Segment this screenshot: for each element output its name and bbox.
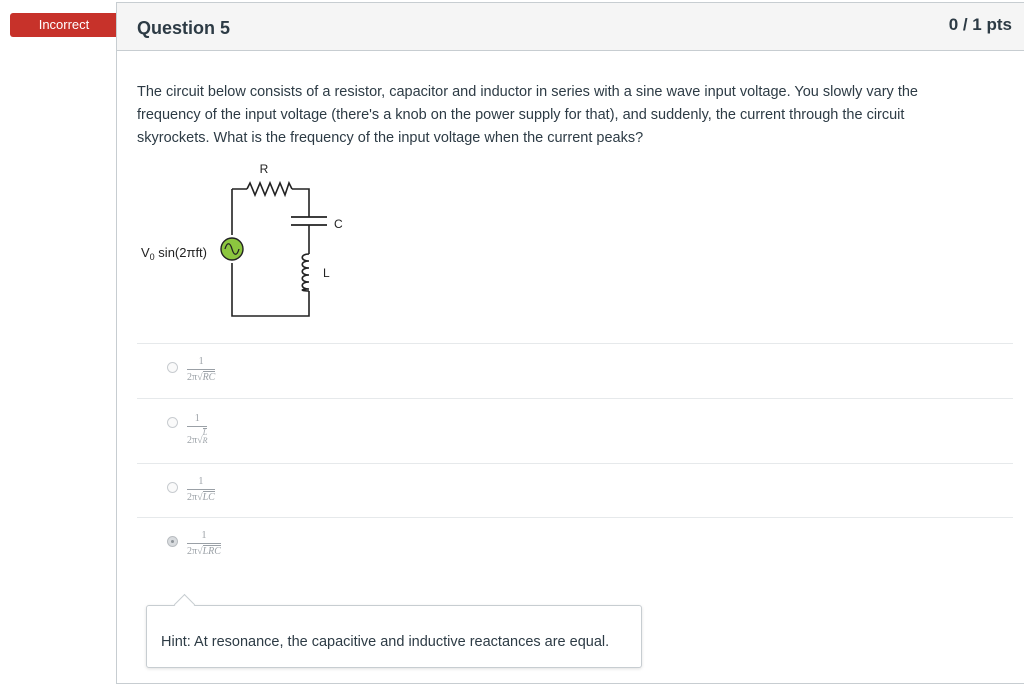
resistor-symbol bbox=[247, 183, 292, 195]
inductor-label: L bbox=[323, 266, 330, 280]
question-points: 0 / 1 pts bbox=[948, 15, 1012, 34]
status-badge: Incorrect bbox=[10, 13, 130, 37]
answer-formula: 1 2π√LRC bbox=[187, 530, 221, 557]
capacitor-label: C bbox=[334, 217, 343, 231]
question-header bbox=[117, 3, 1024, 51]
answer-radio[interactable] bbox=[167, 417, 178, 428]
question-title: Question 5 bbox=[137, 18, 231, 38]
answer-radio-selected[interactable] bbox=[167, 536, 178, 547]
hint-text: Hint: At resonance, the capacitive and inductive reactances are equal. bbox=[161, 634, 610, 650]
answer-radio[interactable] bbox=[167, 482, 178, 493]
answer-formula: $\frac{1}{2\pi√RC}$ bbox=[187, 356, 216, 383]
answer-option[interactable] bbox=[137, 398, 1013, 453]
answer-formula: $\frac{1}{2\pi√LC}$ bbox=[187, 476, 215, 503]
hint-box bbox=[146, 605, 642, 668]
answer-option[interactable] bbox=[137, 463, 1013, 518]
inductor-symbol bbox=[302, 254, 309, 291]
circuit-diagram bbox=[137, 159, 367, 329]
source-label: $V_0$ sin(2πft) bbox=[141, 245, 207, 262]
question-text: The circuit below consists of a resistor, capacitor and inductor in series with a sine wave input voltage. You slowly vary the frequency of the input voltage (there's a knob on the power supply for that), and suddenly, the current through the circuit skyrockets. What is the frequency of the input voltage when the current peaks? bbox=[137, 84, 918, 146]
answer-formula: 1 2π√L R bbox=[187, 413, 208, 446]
resistor-label: R bbox=[259, 162, 269, 176]
answer-option[interactable] bbox=[137, 517, 1013, 572]
circuit-wire bbox=[232, 189, 309, 254]
answer-radio[interactable] bbox=[167, 362, 178, 373]
answer-option[interactable] bbox=[137, 343, 1013, 398]
circuit-wire bbox=[232, 189, 309, 316]
question-panel bbox=[116, 2, 1024, 684]
